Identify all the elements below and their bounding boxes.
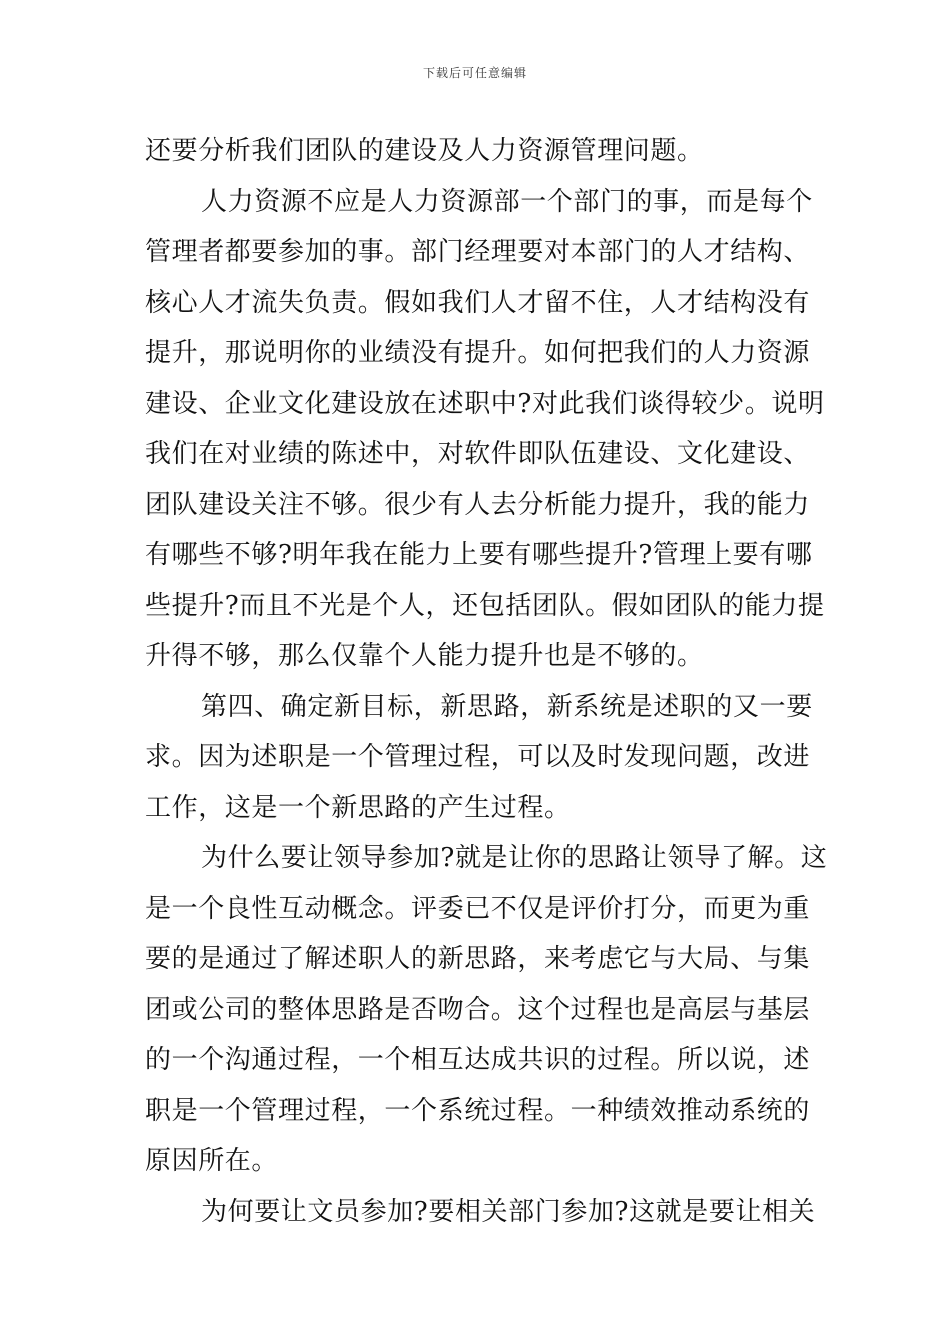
text-line: 管理者都要参加的事。部门经理要对本部门的人才结构、 [145,237,811,267]
text-line: 职是一个管理过程，一个系统过程。一种绩效推动系统的 [145,1095,811,1126]
text-line: 我们在对业绩的陈述中，对软件即队伍建设、文化建设、 [145,439,811,469]
page-header: 下载后可任意编辑 [422,66,527,80]
text-line: 还要分析我们团队的建设及人力资源管理问题。 [145,136,704,166]
text-line: 工作，这是一个新思路的产生过程。 [145,792,571,823]
text-line: 建设、企业文化建设放在述职中?对此我们谈得较少。说明 [145,388,825,419]
text-line: 提升，那说明你的业绩没有提升。如何把我们的人力资源 [145,338,811,368]
text-line: 些提升?而且不光是个人，还包括团队。假如团队的能力提 [145,590,825,621]
text-line: 人力资源不应是人力资源部一个部门的事，而是每个 [201,186,813,217]
text-line: 团或公司的整体思路是否吻合。这个过程也是高层与基层 [145,994,811,1025]
text-line: 有哪些不够?明年我在能力上要有哪些提升?管理上要有哪 [145,540,813,570]
text-line: 求。因为述职是一个管理过程，可以及时发现问题，改进 [145,742,811,772]
text-line: 核心人才流失负责。假如我们人才留不住，人才结构没有 [145,287,811,318]
text-line: 原因所在。 [145,1146,279,1176]
document-body [145,126,828,1237]
text-line: 团队建设关注不够。很少有人去分析能力提升，我的能力 [145,489,811,520]
text-line: 是一个良性互动概念。评委已不仅是评价打分，而更为重 [145,893,811,924]
text-line: 升得不够，那么仅靠个人能力提升也是不够的。 [145,641,704,671]
text-line: 第四、确定新目标，新思路，新系统是述职的又一要 [201,691,813,722]
text-line: 为什么要让领导参加?就是让你的思路让领导了解。这 [201,843,828,873]
text-line: 要的是通过了解述职人的新思路，来考虑它与大局、与集 [145,944,811,974]
text-line: 的一个沟通过程，一个相互达成共识的过程。所以说，述 [145,1045,811,1075]
text-line: 为何要让文员参加?要相关部门参加?这就是要让相关 [201,1196,816,1227]
